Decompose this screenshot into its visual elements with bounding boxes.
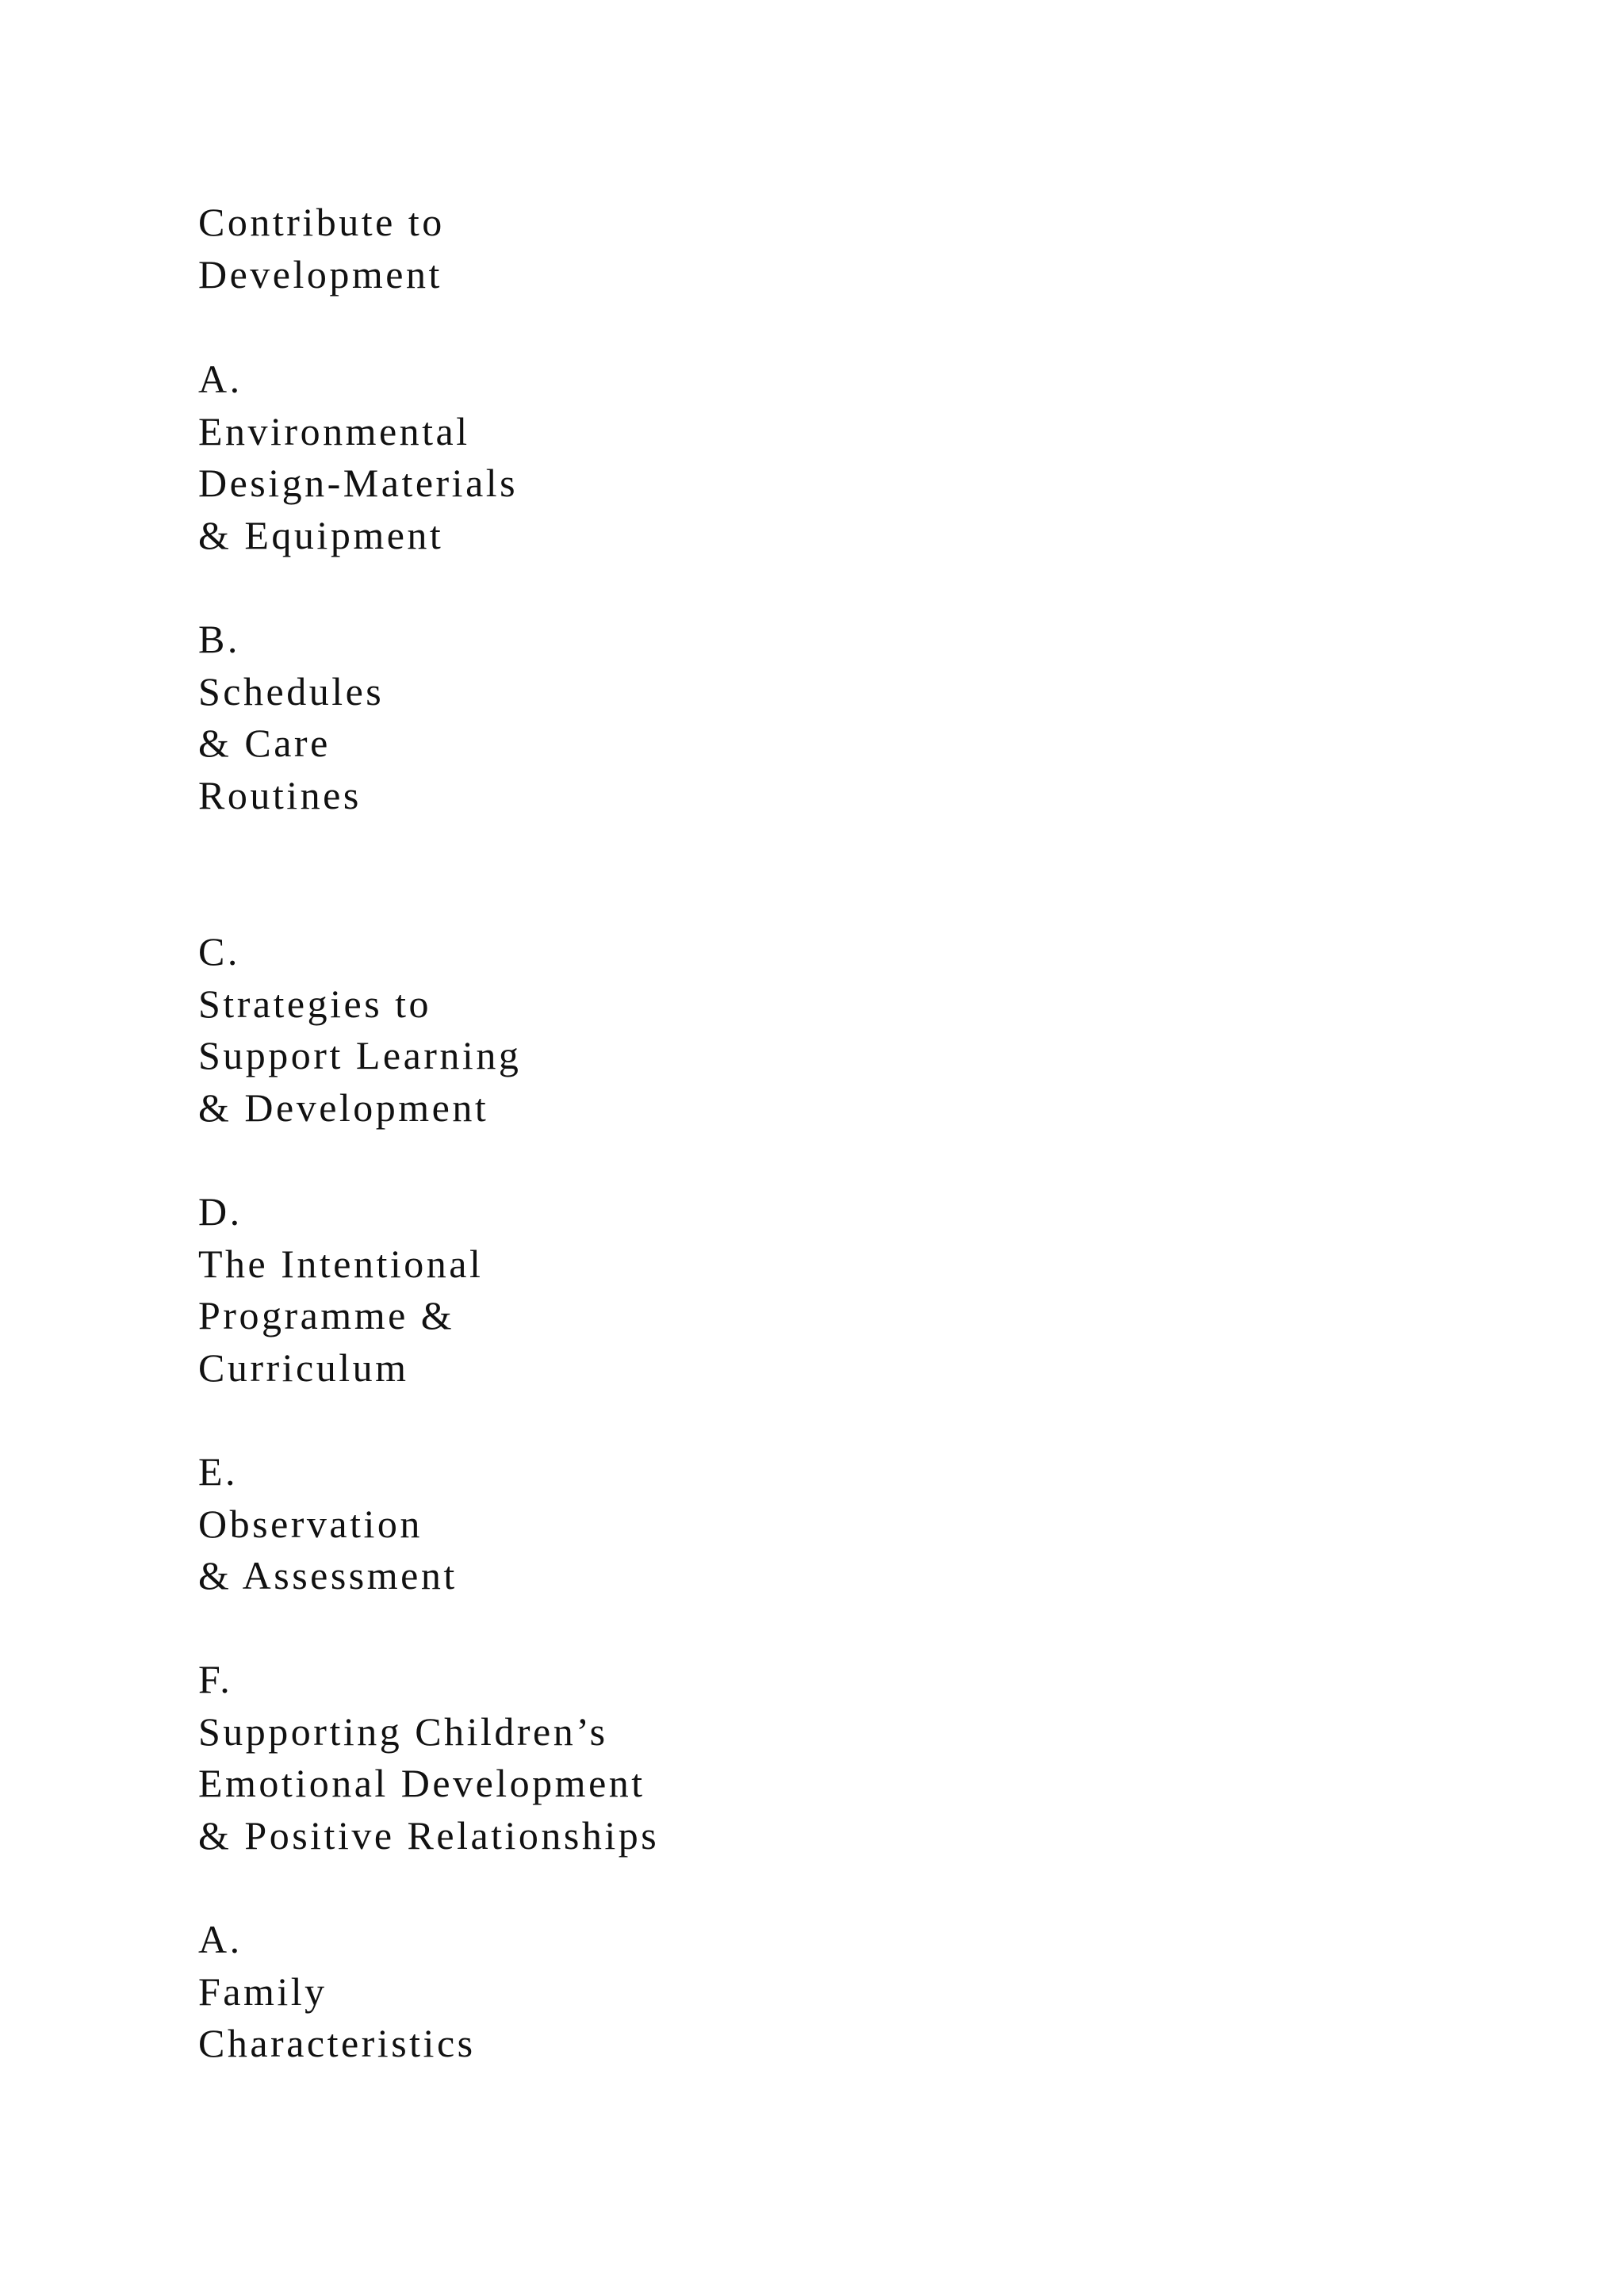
section-line: Schedules — [198, 669, 385, 714]
section-letter: D. — [198, 1189, 243, 1234]
section-line: Environmental — [198, 409, 470, 453]
section-line: Strategies to — [198, 982, 432, 1026]
section-line: Family — [198, 1969, 327, 2014]
section-letter: C. — [198, 929, 240, 974]
section-line: & Assessment — [198, 1553, 458, 1598]
heading-line-1: Contribute to — [198, 200, 445, 244]
section-line: & Care — [198, 721, 331, 765]
section-line: Emotional Development — [198, 1761, 645, 1805]
section-line: Support Learning — [198, 1033, 522, 1077]
section-line: Programme & — [198, 1293, 455, 1337]
section-line: The Intentional — [198, 1242, 484, 1286]
section-line: Observation — [198, 1502, 423, 1546]
section-line: Routines — [198, 773, 362, 817]
section-letter: A. — [198, 357, 243, 401]
section-line: Curriculum — [198, 1345, 409, 1390]
section-line: Supporting Children’s — [198, 1709, 608, 1754]
heading-line-2: Development — [198, 252, 442, 297]
section-letter: A. — [198, 1917, 243, 1961]
section-letter: E. — [198, 1449, 239, 1494]
section-line: & Positive Relationships — [198, 1813, 660, 1858]
section-line: & Equipment — [198, 513, 444, 557]
section-letter: B. — [198, 617, 240, 661]
section-line: Design-Materials — [198, 461, 519, 505]
section-line: Characteristics — [198, 2021, 476, 2065]
section-line: & Development — [198, 1085, 489, 1130]
section-letter: F. — [198, 1657, 233, 1701]
